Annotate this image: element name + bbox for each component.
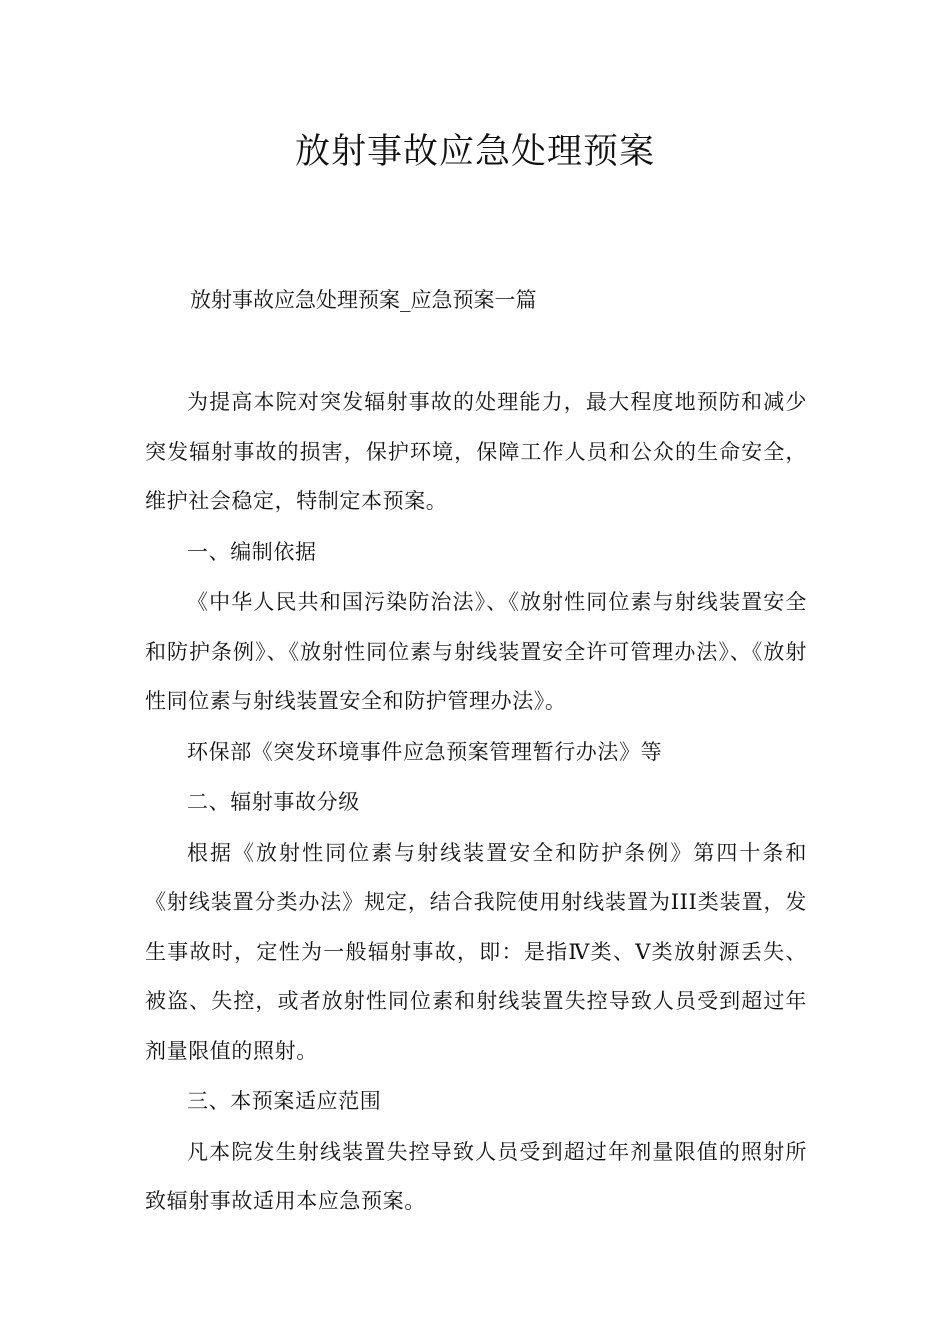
paragraph-purpose: 为提高本院对突发辐射事故的处理能力，最大程度地预防和减少突发辐射事故的损害，保护环境，保障工作人员和公众的生命安全，维护社会稳定，特制定本预案。 — [145, 390, 807, 513]
paragraph-classification: 根据《放射性同位素与射线装置安全和防护条例》第四十条和《射线装置分类办法》规定，结合我院使用射线装置为III类装置，发生事故时，定性为一般辐射事故，即：是指Ⅳ类、Ⅴ类放射源丢失、被盗、失控，或者放射性同位素和射线装置失控导致人员受到超过年剂量限值的照射。 — [145, 840, 807, 1063]
paragraph-basis-laws: 《中华人民共和国污染防治法》、《放射性同位素与射线装置安全和防护条例》、《放射性同位素与射线装置安全许可管理办法》、《放射性同位素与射线装置安全和防护管理办法》。 — [145, 590, 807, 713]
paragraph-scope: 凡本院发生射线装置失控导致人员受到超过年剂量限值的照射所致辐射事故适用本应急预案。 — [145, 1139, 807, 1213]
section-heading-classification: 二、辐射事故分级 — [187, 790, 360, 814]
section-heading-basis: 一、编制依据 — [187, 539, 317, 564]
paragraph-basis-regulation: 环保部《突发环境事件应急预案管理暂行办法》等 — [187, 739, 663, 764]
document-body — [145, 378, 807, 1228]
document-subtitle: 放射事故应急处理预案_应急预案一篇 — [190, 288, 537, 312]
section-heading-scope: 三、本预案适应范围 — [187, 1089, 382, 1113]
document-title: 放射事故应急处理预案 — [294, 132, 655, 172]
